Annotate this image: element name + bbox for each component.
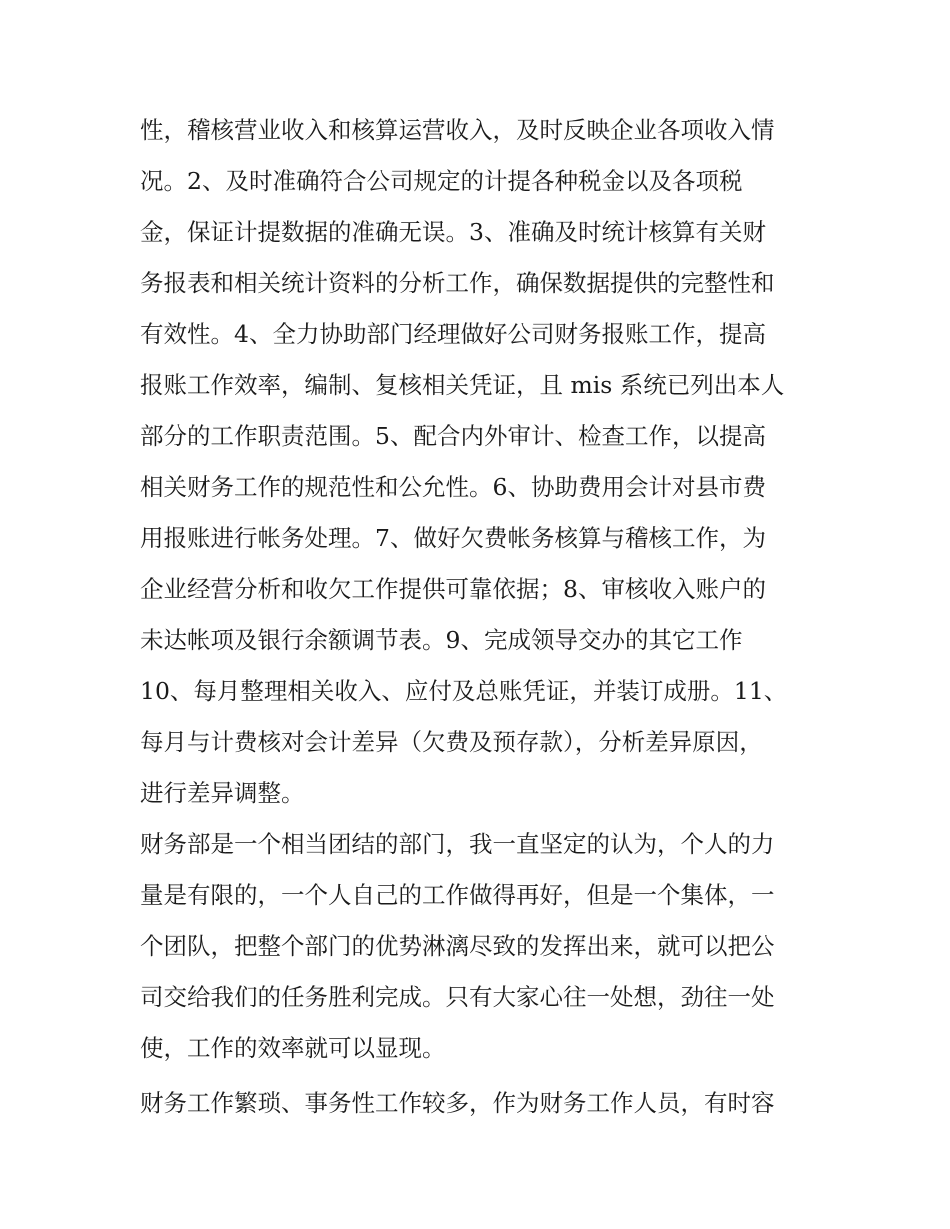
text-line: 进行差异调整。 [140,779,305,807]
text-line: 财务工作繁琐、事务性工作较多，作为财务工作人员，有时容 [140,1089,775,1117]
text-line: 况。2、及时准确符合公司规定的计提各种税金以及各项税 [140,167,743,195]
text-line: 用报账进行帐务处理。7、做好欠费帐务核算与稽核工作，为 [140,524,766,552]
text-line: 部分的工作职责范围。5、配合内外审计、检查工作，以提高 [140,422,766,450]
text-line: 个团队，把整个部门的优势淋漓尽致的发挥出来，就可以把公 [140,932,775,960]
text-line: 未达帐项及银行余额调节表。9、完成领导交办的其它工作 [140,626,743,654]
text-line: 有效性。4、全力协助部门经理做好公司财务报账工作，提高 [140,320,766,348]
text-line: 量是有限的，一个人自己的工作做得再好，但是一个集体，一 [140,881,775,909]
text-line: 司交给我们的任务胜利完成。只有大家心往一处想，劲往一处 [140,983,775,1011]
text-line: 企业经营分析和收欠工作提供可靠依据；8、审核收入账户的 [140,575,766,603]
text-line: 财务部是一个相当团结的部门，我一直坚定的认为，个人的力 [140,830,775,858]
text-line: 每月与计费核对会计差异（欠费及预存款），分析差异原因， [140,728,763,756]
document-body [140,108,830,1132]
text-line: 性，稽核营业收入和核算运营收入，及时反映企业各项收入情 [140,116,775,144]
text-line: 金，保证计提数据的准确无误。3、准确及时统计核算有关财 [140,218,766,246]
text-line: 务报表和相关统计资料的分析工作，确保数据提供的完整性和 [140,269,775,297]
text-line: 10、每月整理相关收入、应付及总账凭证，并装订成册。11、 [140,677,788,705]
text-line: 使，工作的效率就可以显现。 [140,1034,446,1062]
text-line: 报账工作效率，编制、复核相关凭证，且 mis 系统已列出本人 [140,371,785,399]
text-line: 相关财务工作的规范性和公允性。6、协助费用会计对县市费 [140,473,766,501]
